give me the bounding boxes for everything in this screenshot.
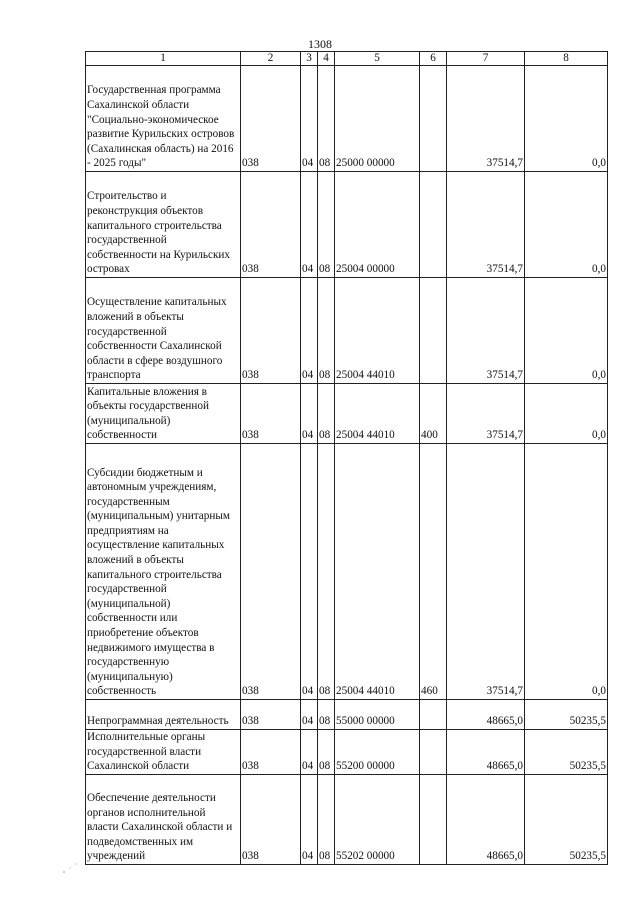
section-code: 04 bbox=[301, 444, 318, 700]
section-code: 04 bbox=[301, 730, 318, 775]
ministry-code: 038 bbox=[241, 700, 301, 730]
target-article-code: 25004 44010 bbox=[335, 444, 420, 700]
target-article-code: 25000 00000 bbox=[335, 66, 420, 172]
row-name: Исполнительные органы государственной власти Сахалинской области bbox=[86, 730, 241, 775]
table-row bbox=[86, 730, 608, 775]
ministry-code: 038 bbox=[241, 278, 301, 384]
row-name: Субсидии бюджетным и автономным учреждениям, государственным (муниципальным) унитарным предприятиям на осуществление капитальных вложений в объекты капитального строительства государственной (муниципальной) собственности или приобретение объектов недвижимого имущества в государственную (муниципальную) собственность bbox=[86, 444, 241, 700]
table-row bbox=[86, 384, 608, 444]
target-article-code: 25004 00000 bbox=[335, 172, 420, 278]
section-code: 04 bbox=[301, 700, 318, 730]
expense-type-code bbox=[420, 700, 447, 730]
column-header: 2 bbox=[241, 52, 301, 66]
amount-year-2: 0,0 bbox=[525, 66, 608, 172]
row-name: Капитальные вложения в объекты государственной (муниципальной) собственности bbox=[86, 384, 241, 444]
ministry-code: 038 bbox=[241, 444, 301, 700]
subsection-code: 08 bbox=[318, 730, 335, 775]
expense-type-code: 400 bbox=[420, 384, 447, 444]
amount-year-2: 0,0 bbox=[525, 444, 608, 700]
target-article-code: 55202 00000 bbox=[335, 775, 420, 865]
ministry-code: 038 bbox=[241, 775, 301, 865]
expense-type-code bbox=[420, 172, 447, 278]
scan-speck bbox=[75, 863, 76, 864]
amount-year-1: 37514,7 bbox=[447, 278, 525, 384]
section-code: 04 bbox=[301, 278, 318, 384]
ministry-code: 038 bbox=[241, 172, 301, 278]
row-name: Строительство и реконструкция объектов капитального строительства государственной собственности на Курильских островах bbox=[86, 172, 241, 278]
ministry-code: 038 bbox=[241, 384, 301, 444]
target-article-code: 25004 44010 bbox=[335, 384, 420, 444]
row-name: Осуществление капитальных вложений в объекты государственной собственности Сахалинской области в сфере воздушного транспорта bbox=[86, 278, 241, 384]
expense-type-code bbox=[420, 775, 447, 865]
subsection-code: 08 bbox=[318, 775, 335, 865]
amount-year-2: 0,0 bbox=[525, 278, 608, 384]
subsection-code: 08 bbox=[318, 444, 335, 700]
amount-year-1: 37514,7 bbox=[447, 172, 525, 278]
table-row bbox=[86, 775, 608, 865]
column-header: 7 bbox=[447, 52, 525, 66]
expense-type-code bbox=[420, 730, 447, 775]
target-article-code: 55000 00000 bbox=[335, 700, 420, 730]
column-header: 1 bbox=[86, 52, 241, 66]
subsection-code: 08 bbox=[318, 384, 335, 444]
section-code: 04 bbox=[301, 775, 318, 865]
subsection-code: 08 bbox=[318, 700, 335, 730]
section-code: 04 bbox=[301, 384, 318, 444]
page-number: 1308 bbox=[308, 37, 332, 51]
table-row bbox=[86, 66, 608, 172]
column-header: 3 bbox=[301, 52, 318, 66]
amount-year-2: 0,0 bbox=[525, 172, 608, 278]
ministry-code: 038 bbox=[241, 66, 301, 172]
target-article-code: 25004 44010 bbox=[335, 278, 420, 384]
column-header: 4 bbox=[318, 52, 335, 66]
subsection-code: 08 bbox=[318, 172, 335, 278]
column-header: 5 bbox=[335, 52, 420, 66]
scan-speck bbox=[69, 867, 70, 868]
scan-speck bbox=[63, 871, 65, 873]
row-name: Непрограммная деятельность bbox=[86, 700, 241, 730]
target-article-code: 55200 00000 bbox=[335, 730, 420, 775]
amount-year-2: 0,0 bbox=[525, 384, 608, 444]
column-header: 6 bbox=[420, 52, 447, 66]
column-header: 8 bbox=[525, 52, 608, 66]
table-row bbox=[86, 700, 608, 730]
row-name: Государственная программа Сахалинской области "Социально-экономическое развитие Курильских островов (Сахалинская область) на 2016 - 2025 годы" bbox=[86, 66, 241, 172]
expense-type-code: 460 bbox=[420, 444, 447, 700]
header-row bbox=[86, 52, 608, 66]
amount-year-2: 50235,5 bbox=[525, 730, 608, 775]
table-row bbox=[86, 172, 608, 278]
row-name: Обеспечение деятельности органов исполнительной власти Сахалинской области и подведомственных им учреждений bbox=[86, 775, 241, 865]
amount-year-1: 37514,7 bbox=[447, 384, 525, 444]
budget-table bbox=[85, 51, 608, 865]
amount-year-1: 48665,0 bbox=[447, 775, 525, 865]
subsection-code: 08 bbox=[318, 278, 335, 384]
amount-year-2: 50235,5 bbox=[525, 700, 608, 730]
section-code: 04 bbox=[301, 172, 318, 278]
expense-type-code bbox=[420, 66, 447, 172]
section-code: 04 bbox=[301, 66, 318, 172]
table-row bbox=[86, 278, 608, 384]
table-row bbox=[86, 444, 608, 700]
amount-year-1: 48665,0 bbox=[447, 700, 525, 730]
amount-year-1: 37514,7 bbox=[447, 444, 525, 700]
expense-type-code bbox=[420, 278, 447, 384]
amount-year-1: 37514,7 bbox=[447, 66, 525, 172]
ministry-code: 038 bbox=[241, 730, 301, 775]
amount-year-1: 48665,0 bbox=[447, 730, 525, 775]
amount-year-2: 50235,5 bbox=[525, 775, 608, 865]
subsection-code: 08 bbox=[318, 66, 335, 172]
